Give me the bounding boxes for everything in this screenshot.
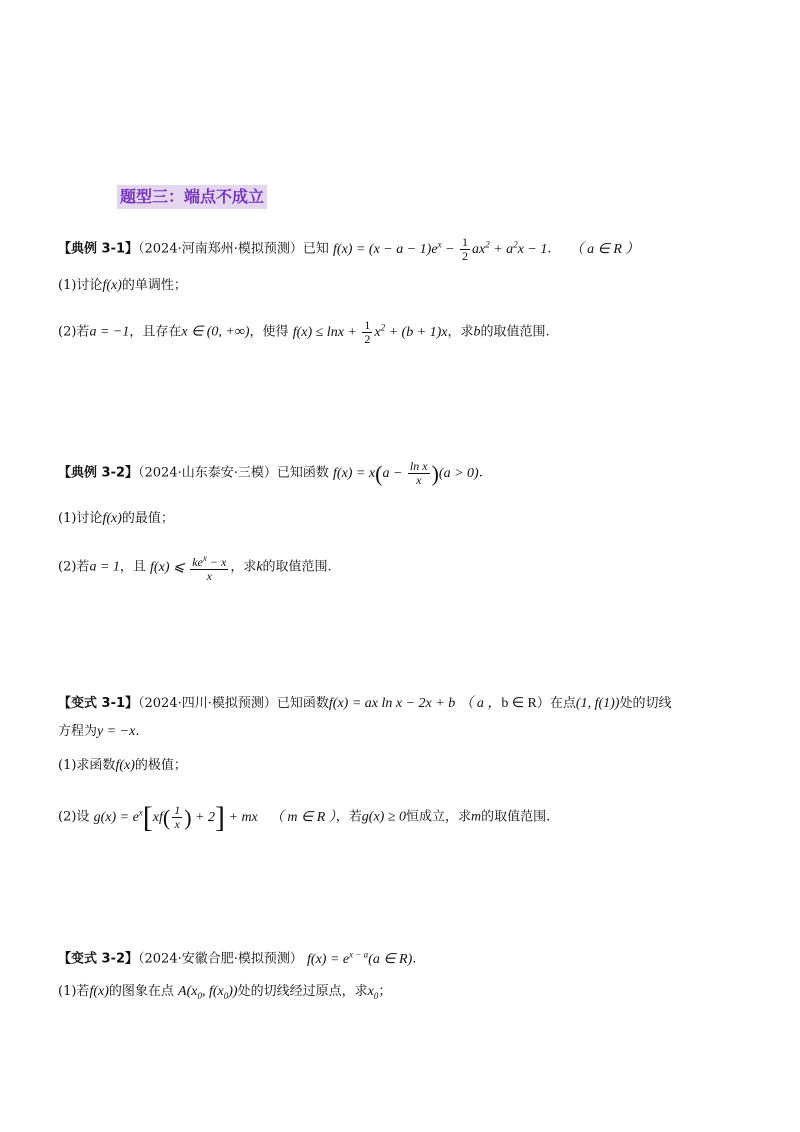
variant-3-1-question-1	[58, 756, 187, 776]
parameter-condition: （ a ，	[459, 696, 502, 711]
period: .	[135, 724, 140, 739]
math-expression: f(x)	[115, 758, 135, 773]
question-text: 方程为	[58, 724, 98, 739]
variant-tag: 【变式 3-1】	[58, 696, 139, 711]
period: .	[547, 241, 552, 257]
parameter-condition: （ m ∈ R ）	[269, 809, 336, 825]
question-text: 恒成立，求	[406, 809, 472, 825]
example-3-2-header	[58, 460, 483, 487]
math-expression: m	[471, 809, 482, 825]
question-text: ，且	[119, 559, 146, 575]
variant-source: （2024·四川·模拟预测）	[138, 696, 277, 711]
variant-tag: 【变式 3-2】	[58, 951, 139, 967]
question-number: (1)	[58, 984, 77, 999]
inequality: f(x) ⩽ $\frac{ke^x - x}{x}$	[150, 553, 227, 583]
point: $A(x_0$, $f(x_0)$)	[178, 984, 238, 1001]
math-expression: f(x)	[102, 511, 122, 526]
variant-3-1-header	[58, 694, 671, 714]
math-expression: f(x)	[89, 984, 109, 999]
question-text: 若	[76, 984, 90, 999]
math-expression: a = 1	[89, 559, 120, 575]
function-definition: f(x) = ax ln x − 2x + b	[328, 696, 456, 711]
lead-text: 已知函数	[276, 465, 329, 481]
question-text: 的单调性；	[121, 278, 187, 293]
question-text: 的图象在点	[108, 984, 174, 999]
variant-3-2-header	[58, 944, 416, 970]
question-text: 求函数	[76, 758, 116, 773]
question-text: ，求	[447, 324, 474, 340]
function-definition: $f(x) = (x - a - 1)e^x$ − $\frac{1}{2}$ $ax^2 + a^2x - 1$	[333, 234, 548, 263]
question-text: ，若	[335, 809, 362, 825]
math-expression: k	[256, 559, 263, 575]
question-text: 在点	[549, 696, 576, 711]
question-text: 的取值范围.	[480, 324, 550, 340]
question-text: ，且存在	[129, 324, 182, 340]
parameter-condition: b ∈ R	[501, 696, 537, 711]
math-expression: a = −1	[89, 324, 130, 340]
period: .	[412, 951, 417, 967]
question-text: 若	[76, 324, 90, 340]
example-source: （2024·山东泰安·三模）	[138, 465, 277, 481]
variant-3-2-question-1	[58, 982, 391, 1006]
example-3-2-question-1	[58, 509, 174, 529]
question-text: 处的切线	[619, 696, 672, 711]
lead-text: 已知	[302, 241, 329, 257]
question-number: (1)	[58, 758, 77, 773]
parameter-condition: ）	[536, 696, 550, 711]
function-definition: $f(x) = e^{x - a}(a$ ∈ R)	[307, 949, 413, 967]
question-text: 讨论	[76, 278, 103, 293]
math-expression: b	[473, 324, 481, 340]
variant-source: （2024·安徽合肥·模拟预测）	[138, 951, 303, 967]
question-text: 讨论	[76, 511, 103, 526]
function-definition: f(x) = x(a − $\frac{\text{ln x}}{x}$ )(a > 0)	[333, 459, 479, 487]
question-text: ，求	[230, 559, 257, 575]
question-number: (2)	[58, 809, 77, 825]
period: .	[478, 465, 483, 481]
parameter-condition: （ a ∈ R ）	[569, 241, 640, 257]
variant-3-1-question-2	[58, 800, 551, 834]
example-source: （2024·河南郑州·模拟预测）	[138, 241, 303, 257]
question-number: (1)	[58, 511, 77, 526]
question-text: 设	[76, 809, 90, 825]
question-text: 的极值；	[134, 758, 187, 773]
inequality: g(x) ≥ 0	[361, 809, 407, 825]
example-tag: 【典例 3-2】	[58, 465, 139, 481]
example-tag: 【典例 3-1】	[58, 241, 139, 257]
question-text: 若	[76, 559, 90, 575]
question-number: (2)	[58, 324, 77, 340]
example-3-2-question-2	[58, 552, 332, 583]
question-text: 的取值范围.	[481, 809, 551, 825]
variant-3-1-header-line-2	[58, 722, 139, 742]
example-3-1-header	[58, 234, 639, 263]
function-definition: $g(x) = e^x[xf$( $\frac{1}{x}$ ) + 2] + mx	[93, 800, 258, 834]
question-text: ；	[378, 984, 392, 999]
math-expression: x ∈ (0, +∞)	[181, 324, 250, 340]
math-expression: f(x)	[102, 278, 122, 293]
section-title: 题型三：端点不成立	[117, 185, 267, 209]
example-3-1-question-2	[58, 317, 550, 346]
question-number: (2)	[58, 559, 77, 575]
inequality: f(x) ≤ lnx + $\frac{1}{2}$ $x^2 + (b + 1)x$	[292, 317, 448, 346]
lead-text: 已知函数	[276, 696, 329, 711]
question-text: 处的切线经过原点，求	[237, 984, 368, 999]
example-3-1-question-1	[58, 276, 187, 296]
math-expression: $x_0$	[367, 984, 379, 1001]
question-number: (1)	[58, 278, 77, 293]
math-expression: y = −x	[97, 724, 136, 739]
question-text: 的最值；	[121, 511, 174, 526]
question-text: ，使得	[249, 324, 289, 340]
point: (1, f(1))	[575, 696, 620, 711]
question-text: 的取值范围.	[262, 559, 332, 575]
